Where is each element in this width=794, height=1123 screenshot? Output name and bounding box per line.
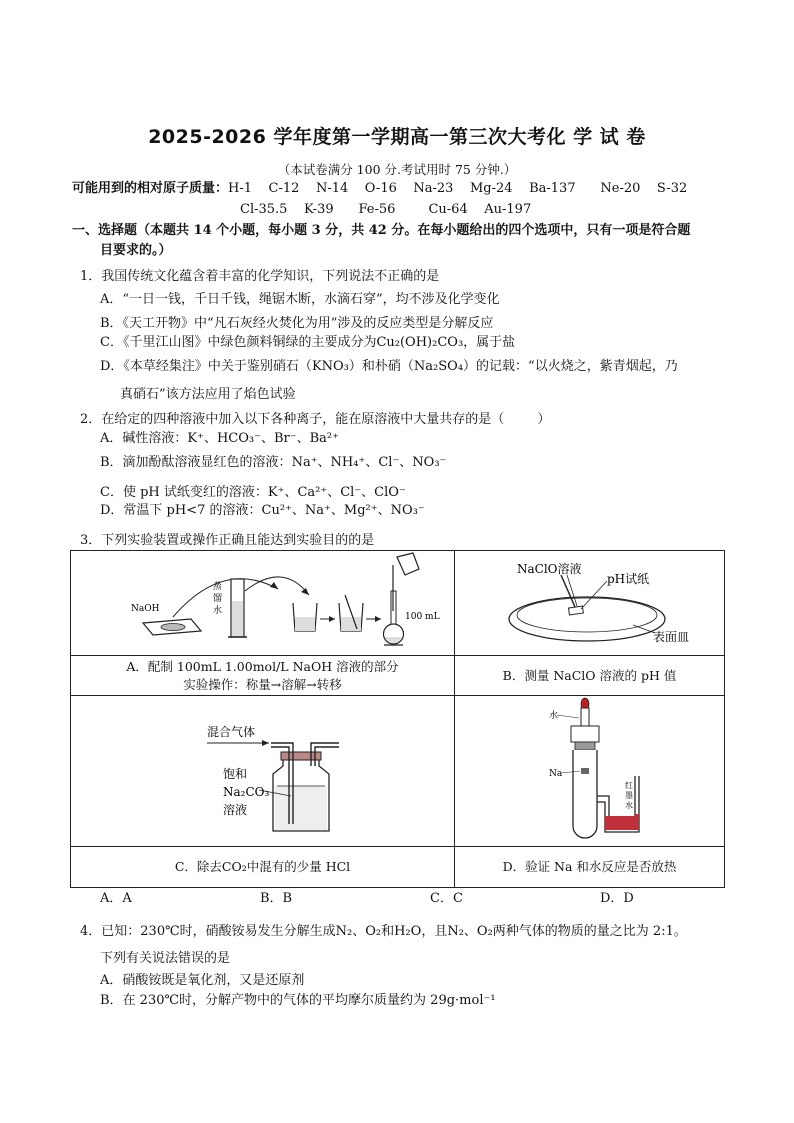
q3-caption-a bbox=[71, 656, 455, 696]
mixed-gas-label: 混合气体 bbox=[206, 725, 255, 739]
solution-preparation-diagram bbox=[73, 551, 453, 651]
q2-d-ions: Cu²⁺、Na⁺、Mg²⁺、NO₃⁻ bbox=[261, 503, 425, 518]
q1-d-formula-2: Na₂SO₄ bbox=[413, 359, 464, 374]
distilled-water-label-1: 蒸 bbox=[212, 582, 222, 592]
q4-products-formula: N₂、O₂和H₂O bbox=[335, 924, 422, 939]
q4-gases-formula: N₂、O₂ bbox=[447, 924, 493, 939]
q2-a-text: A．碱性溶液： bbox=[100, 431, 188, 446]
naclo-solution-label: NaClO溶液 bbox=[516, 562, 582, 576]
atomic-mass-label: 可能用到的相对原子质量： bbox=[72, 181, 229, 196]
atomic-mass-values-1: H-1 C-12 N-14 O-16 Na-23 Mg-24 Ba-137 Ne-20 S-32 bbox=[228, 181, 688, 196]
q2-b-ions: Na⁺、NH₄⁺、Cl⁻、NO₃⁻ bbox=[291, 455, 447, 470]
q1-option-d bbox=[100, 358, 678, 376]
q1-option-a: A．“一日一钱，千日千钱，绳锯木断，水滴石穿”，均不涉及化学变化 bbox=[100, 292, 500, 307]
q1-stem: 1．我国传统文化蕴含着丰富的化学知识，下列说法不正确的是 bbox=[80, 269, 440, 284]
q3-stem: 3．下列实验装置或操作正确且能达到实验目的的是 bbox=[80, 533, 375, 548]
q3-caption-a-line-1: A．配制 100mL 1.00mol/L NaOH 溶液的部分 bbox=[126, 658, 399, 674]
red-ink-label-3: 水 bbox=[624, 801, 633, 810]
q1-option-c bbox=[100, 334, 515, 352]
flask-volume-label: 100 mL bbox=[404, 612, 440, 622]
sodium-label: Na bbox=[548, 769, 562, 779]
q1-d-text-end: ）的记载：“以火烧之，紫青烟起，乃 bbox=[463, 359, 678, 374]
q2-b-text: B．滴加酚酞溶液显红色的溶液： bbox=[100, 455, 292, 470]
q1-c-text: C．《千里江山图》中绿色颜料铜绿的主要成分为 bbox=[100, 335, 377, 350]
atomic-mass-line-2: Cl-35.5 K-39 Fe-56 Cu-64 Au-197 bbox=[240, 202, 532, 217]
watch-glass-label: 表面皿 bbox=[652, 630, 689, 644]
q3-option-c: C．C bbox=[430, 891, 463, 906]
distilled-water-label-3: 水 bbox=[212, 606, 222, 616]
distilled-water-label-2: 馏 bbox=[212, 594, 222, 604]
q2-option-d bbox=[100, 502, 425, 520]
q2-d-text: D．常温下 pH<7 的溶液： bbox=[100, 503, 262, 518]
q3-caption-c-formula: CO₂ bbox=[221, 859, 247, 874]
q4-option-b: B．在 230℃时，分解产物中的气体的平均摩尔质量约为 29g·mol⁻¹ bbox=[100, 993, 496, 1008]
q3-experiment-table bbox=[70, 550, 725, 888]
saturated-label: 饱和 bbox=[222, 767, 247, 781]
q4-stem bbox=[80, 923, 687, 941]
sodium-water-diagram bbox=[457, 696, 723, 842]
q3-figure-a bbox=[71, 551, 455, 656]
atomic-mass-line-1 bbox=[72, 180, 687, 198]
q2-c-ions: K⁺、Ca²⁺、Cl⁻、ClO⁻ bbox=[267, 485, 406, 500]
q4-option-a: A．硝酸铵既是氧化剂，又是还原剂 bbox=[100, 973, 305, 988]
ph-paper-label: pH试纸 bbox=[606, 572, 649, 586]
q3-caption-a-line-2: 实验操作：称量→溶解→转移 bbox=[183, 676, 342, 692]
q1-d-text: D．《本草经集注》中关于鉴别硝石（ bbox=[100, 359, 312, 374]
sodium-carbonate-label: Na₂CO₃ bbox=[222, 785, 269, 799]
q2-c-text: C．使 pH 试纸变红的溶液： bbox=[100, 485, 268, 500]
q3-caption-c-text: C．除去 bbox=[174, 859, 222, 874]
q3-caption-b: B．测量 NaClO 溶液的 pH 值 bbox=[455, 656, 725, 696]
q3-caption-c bbox=[71, 847, 455, 888]
q3-caption-d: D．验证 Na 和水反应是否放热 bbox=[455, 847, 725, 888]
q2-option-b bbox=[100, 454, 446, 472]
q2-option-c bbox=[100, 484, 406, 502]
q3-figure-c bbox=[71, 696, 455, 847]
red-ink-label-2: 墨 bbox=[624, 791, 633, 800]
water-label: 水 bbox=[548, 711, 558, 721]
q4-stem-text: 4．已知：230℃时，硝酸铵易发生分解生成 bbox=[80, 924, 336, 939]
ph-test-diagram bbox=[457, 551, 723, 651]
q1-option-b: B．《天工开物》中“凡石灰经火焚化为用”涉及的反应类型是分解反应 bbox=[100, 316, 494, 331]
q3-option-a: A．A bbox=[100, 891, 132, 906]
section-1-heading: 一、选择题（本题共 14 个小题，每小题 3 分，共 42 分。在每小题给出的四个选项中，只有一项是符合题 bbox=[72, 223, 691, 238]
q3-figure-b bbox=[455, 551, 725, 656]
q1-d-text-mid: ）和朴硝（ bbox=[348, 359, 414, 374]
q3-figure-d bbox=[455, 696, 725, 847]
q2-a-ions: K⁺、HCO₃⁻、Br⁻、Ba²⁺ bbox=[187, 431, 339, 446]
q1-c-formula: Cu₂(OH)₂CO₃ bbox=[376, 335, 464, 350]
q2-option-a bbox=[100, 430, 339, 448]
q3-option-d: D．D bbox=[600, 891, 634, 906]
exam-subtitle: （本试卷满分 100 分.考试用时 75 分钟.） bbox=[277, 162, 517, 177]
red-ink-label-1: 红 bbox=[624, 781, 633, 790]
exam-title: 2025-2026 学年度第一学期高一第三次大考化 学 试 卷 bbox=[148, 126, 646, 148]
gas-washing-bottle-diagram bbox=[73, 696, 453, 842]
q4-stem-cont: 下列有关说法错误的是 bbox=[100, 951, 231, 966]
naoh-label: NaOH bbox=[130, 604, 159, 614]
q1-d-formula-1: KNO₃ bbox=[311, 359, 349, 374]
q1-c-text-end: ，属于盐 bbox=[463, 335, 516, 350]
q3-option-b: B．B bbox=[260, 891, 293, 906]
q2-stem: 2．在给定的四种溶液中加入以下各种离子，能在原溶液中大量共存的是（ ） bbox=[80, 412, 551, 427]
section-1-heading-cont: 目要求的。） bbox=[100, 243, 172, 258]
solution-label: 溶液 bbox=[222, 803, 247, 817]
q1-option-d-cont: 真硝石”该方法应用了焰色试验 bbox=[120, 387, 296, 402]
q4-stem-mid: ，且 bbox=[421, 924, 448, 939]
q4-stem-end: 两种气体的物质的量之比为 2:1。 bbox=[492, 924, 687, 939]
q3-caption-c-text-end: 中混有的少量 HCl bbox=[246, 859, 351, 874]
